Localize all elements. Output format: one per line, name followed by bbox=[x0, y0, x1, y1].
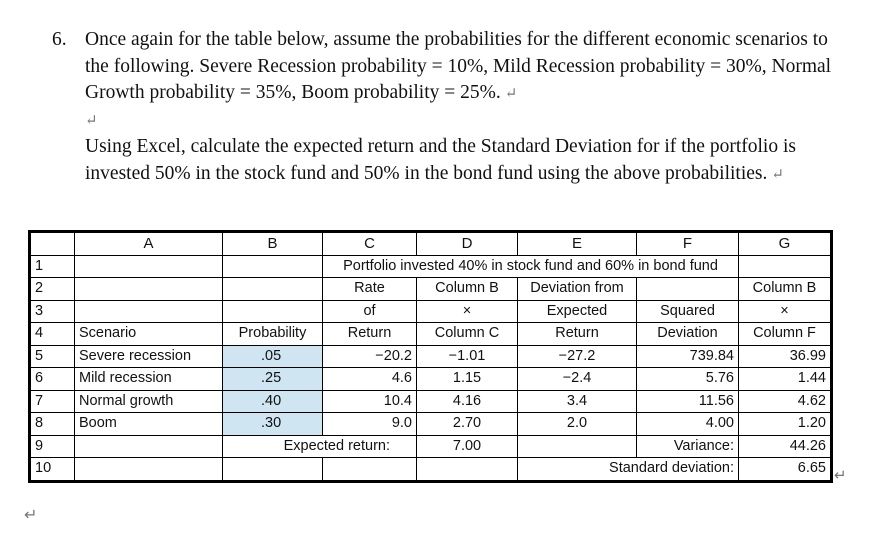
header-cell: Column F bbox=[739, 323, 832, 346]
probability-cell: .30 bbox=[223, 413, 323, 436]
col-letter-e: E bbox=[518, 232, 637, 256]
table-row bbox=[30, 255, 832, 278]
return-mark-icon: ↵ bbox=[834, 466, 847, 484]
table-row bbox=[30, 345, 832, 368]
corner-cell bbox=[30, 232, 75, 256]
col-letter-c: C bbox=[323, 232, 417, 256]
scenario-cell: Severe recession bbox=[75, 345, 223, 368]
header-cell: Probability bbox=[223, 323, 323, 346]
question-paragraph-2: Using Excel, calculate the expected return and the Standard Deviation for if the portfolio is invested 50% in the stock fund and 50% in the bond fund using the above probabilities. ↵ bbox=[85, 136, 796, 184]
return-mark-icon: ↵ bbox=[24, 505, 38, 524]
probability-cell: .05 bbox=[223, 345, 323, 368]
variance-value: 44.26 bbox=[739, 435, 832, 458]
column-g-cell: 1.20 bbox=[739, 413, 832, 436]
header-cell: Column C bbox=[417, 323, 518, 346]
column-g-cell: 36.99 bbox=[739, 345, 832, 368]
col-letter-d: D bbox=[417, 232, 518, 256]
squared-deviation-cell: 739.84 bbox=[637, 345, 739, 368]
col-letter-g: G bbox=[739, 232, 832, 256]
header-cell: Rate bbox=[323, 278, 417, 301]
empty-line-return-mark-icon: ↵ bbox=[85, 112, 98, 129]
deviation-cell: −2.4 bbox=[518, 368, 637, 391]
table-row bbox=[30, 413, 832, 436]
col-letter-b: B bbox=[223, 232, 323, 256]
table-row bbox=[30, 300, 832, 323]
column-g-cell: 4.62 bbox=[739, 390, 832, 413]
return-mark-icon: ↵ bbox=[771, 166, 784, 183]
probability-cell: .40 bbox=[223, 390, 323, 413]
row-number: 4 bbox=[30, 323, 75, 346]
variance-label: Variance: bbox=[637, 435, 739, 458]
column-g-cell: 1.44 bbox=[739, 368, 832, 391]
expected-return-label: Expected return: bbox=[223, 435, 417, 458]
scenario-cell: Mild recession bbox=[75, 368, 223, 391]
expected-return-value: 7.00 bbox=[417, 435, 518, 458]
table-row bbox=[30, 323, 832, 346]
scenario-cell: Normal growth bbox=[75, 390, 223, 413]
question-number: 6. bbox=[52, 29, 67, 50]
table-title: Portfolio invested 40% in stock fund and 60% in bond fund bbox=[323, 255, 739, 278]
table-row bbox=[30, 368, 832, 391]
header-cell: Deviation bbox=[637, 323, 739, 346]
deviation-cell: −27.2 bbox=[518, 345, 637, 368]
header-cell: Squared bbox=[637, 300, 739, 323]
std-deviation-value: 6.65 bbox=[739, 458, 832, 482]
return-cell: 4.6 bbox=[323, 368, 417, 391]
squared-deviation-cell: 5.76 bbox=[637, 368, 739, 391]
row-number: 7 bbox=[30, 390, 75, 413]
row-number: 1 bbox=[30, 255, 75, 278]
return-mark-icon: ↵ bbox=[504, 86, 518, 102]
header-cell: Expected bbox=[518, 300, 637, 323]
header-cell: Return bbox=[518, 323, 637, 346]
deviation-cell: 2.0 bbox=[518, 413, 637, 436]
squared-deviation-cell: 4.00 bbox=[637, 413, 739, 436]
return-cell: 9.0 bbox=[323, 413, 417, 436]
question-paragraph-1: Once again for the table below, assume the probabilities for the different economic scenarios to the following. Severe Recession probability = 10%, Mild Recession probability = 30%, Normal Growth probability = 35%, Boom probability = 25%. ↵ bbox=[85, 29, 832, 103]
squared-deviation-cell: 11.56 bbox=[637, 390, 739, 413]
return-cell: −20.2 bbox=[323, 345, 417, 368]
row-number: 9 bbox=[30, 435, 75, 458]
column-d-cell: −1.01 bbox=[417, 345, 518, 368]
row-number: 6 bbox=[30, 368, 75, 391]
table-row bbox=[30, 390, 832, 413]
header-cell: × bbox=[739, 300, 832, 323]
header-cell: Column B bbox=[417, 278, 518, 301]
row-number: 8 bbox=[30, 413, 75, 436]
row-number: 2 bbox=[30, 278, 75, 301]
header-cell: Column B bbox=[739, 278, 832, 301]
header-cell: Return bbox=[323, 323, 417, 346]
header-cell: × bbox=[417, 300, 518, 323]
return-cell: 10.4 bbox=[323, 390, 417, 413]
row-number: 10 bbox=[30, 458, 75, 482]
row-number: 5 bbox=[30, 345, 75, 368]
column-letter-row bbox=[30, 232, 832, 256]
header-cell: of bbox=[323, 300, 417, 323]
col-letter-f: F bbox=[637, 232, 739, 256]
col-letter-a: A bbox=[75, 232, 223, 256]
row-number: 3 bbox=[30, 300, 75, 323]
spreadsheet-table bbox=[28, 230, 833, 483]
header-cell: Scenario bbox=[75, 323, 223, 346]
table-row bbox=[30, 458, 832, 482]
column-d-cell: 2.70 bbox=[417, 413, 518, 436]
column-d-cell: 4.16 bbox=[417, 390, 518, 413]
column-d-cell: 1.15 bbox=[417, 368, 518, 391]
std-deviation-label: Standard deviation: bbox=[518, 458, 739, 482]
header-cell: Deviation from bbox=[518, 278, 637, 301]
table-row bbox=[30, 278, 832, 301]
deviation-cell: 3.4 bbox=[518, 390, 637, 413]
table-row bbox=[30, 435, 832, 458]
scenario-cell: Boom bbox=[75, 413, 223, 436]
probability-cell: .25 bbox=[223, 368, 323, 391]
